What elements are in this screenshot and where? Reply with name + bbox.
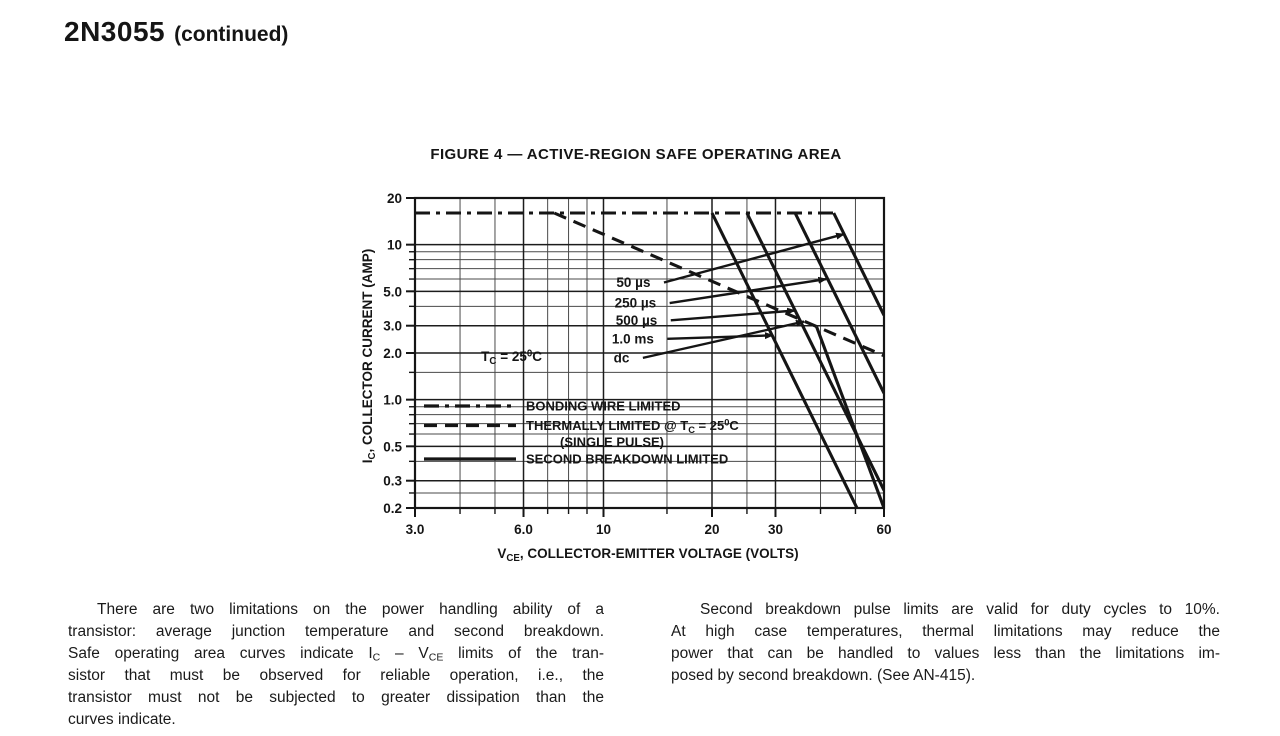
y-tick-label: 10	[386, 237, 402, 253]
y-tick-label: 5.0	[383, 284, 402, 300]
page-header	[64, 16, 288, 48]
continued-label: (continued)	[174, 23, 289, 46]
curve-label: 50 µs	[616, 274, 651, 290]
curve-second-breakdown-50us	[834, 213, 884, 315]
legend-label: SECOND BREAKDOWN LIMITED	[526, 451, 729, 467]
text-line: transistor: average junction temperature and second breakdown.	[68, 623, 604, 640]
y-tick-label: 2.0	[383, 346, 402, 361]
figure-caption: FIGURE 4 — ACTIVE-REGION SAFE OPERATING AREA	[430, 146, 842, 163]
curve-second-breakdown-250us	[795, 213, 884, 393]
part-number-title: 2N3055	[64, 16, 166, 47]
soa-chart	[330, 170, 960, 582]
curve-label: 1.0 ms	[611, 331, 654, 347]
text-line: Second breakdown pulse limits are valid for duty cycles to 10%.	[700, 601, 1220, 618]
text-line: There are two limitations on the power handling ability of a	[97, 601, 604, 618]
x-tick-label: 20	[704, 522, 720, 537]
text-line: transistor must not be subjected to greater dissipation than the	[68, 689, 604, 706]
y-axis-title: $I_C$, COLLECTOR CURRENT (AMP)	[360, 248, 378, 464]
text-line: power that can be handled to values less than the limitations im-	[671, 645, 1220, 662]
paragraph-right	[671, 599, 1220, 687]
legend	[424, 399, 739, 467]
y-tick-label: 20	[386, 191, 402, 206]
x-tick-label: 10	[595, 522, 612, 537]
curve-label: dc	[613, 350, 630, 366]
text-line: sistor that must be observed for reliable operation, i.e., the	[68, 667, 604, 684]
y-tick-label: 1.0	[383, 392, 402, 408]
text-line: curves indicate.	[68, 711, 176, 728]
legend-label: THERMALLY LIMITED @ $T_C = 25^0C$	[526, 417, 739, 435]
x-axis-title: $V_{CE}$, COLLECTOR-EMITTER VOLTAGE (VOLTS)	[497, 546, 799, 564]
legend-label: BONDING WIRE LIMITED	[526, 398, 681, 414]
pointer-arrow	[667, 335, 772, 338]
text-line: At high case temperatures, thermal limitations may reduce the	[671, 623, 1220, 640]
paragraph-left	[68, 599, 604, 731]
pointer-arrow	[671, 311, 795, 321]
x-tick-label: 30	[767, 522, 783, 537]
curve-second-breakdown-1ms	[712, 213, 857, 508]
curve-label: 250 µs	[614, 295, 657, 311]
case-temp-annotation: $T_C = 25^0C$	[481, 348, 543, 368]
text-line: Safe operating area curves indicate $I_C - V_{CE}$ limits of the tran-	[68, 645, 604, 664]
x-tick-label: 60	[876, 522, 892, 537]
x-tick-label: 3.0	[405, 522, 425, 537]
curve-label: 500 µs	[615, 312, 658, 328]
subscript: C	[372, 651, 381, 664]
legend-label: (SINGLE PULSE)	[560, 434, 665, 450]
text-line: posed by second breakdown. (See AN-415).	[671, 667, 976, 684]
x-tick-label: 6.0	[514, 522, 533, 537]
y-tick-label: 0.2	[383, 501, 402, 516]
y-tick-label: 0.3	[383, 473, 402, 489]
y-tick-label: 0.5	[383, 439, 402, 455]
subscript: CE	[428, 651, 444, 664]
y-tick-label: 3.0	[383, 318, 402, 334]
